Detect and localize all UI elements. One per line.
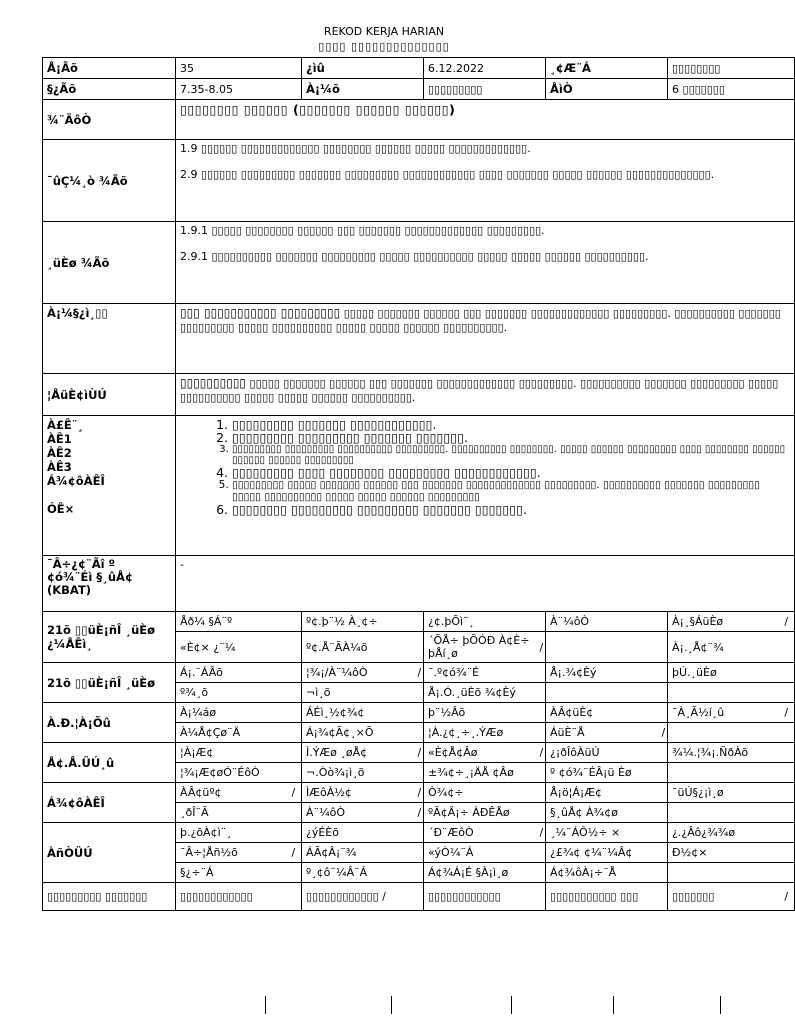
checklist-item: Å¡ö¦Á¡Æ¢ [546,783,658,803]
topic-label: ¾¨ÄôÒ [43,100,176,140]
checklist-mark [536,883,546,911]
learning-standard-1: 1.9.1 ▯▯▯▯▯ ▯▯▯▯▯▯▯▯ ▯▯▯▯▯▯ ▯▯▯ ▯▯▯▯▯▯▯ ▯▯▯▯▯▯▯▯▯▯▯▯▯ ▯▯▯▯▯▯▯▯▯. [180,224,545,237]
checklist-category-label: Á¾¢ôÀÊÎ [43,783,176,823]
checklist-item [546,632,658,663]
checklist-item: º¢.þ¨½ À¸¢÷ [302,612,414,632]
checklist-row [43,703,795,723]
content-standard-1: 1.9 ▯▯▯▯▯▯ ▯▯▯▯▯▯▯▯▯▯▯▯▯ ▯▯▯▯▯▯▯▯ ▯▯▯▯▯▯ ▯▯▯▯▯ ▯▯▯▯▯▯▯▯▯▯▯▯▯. [180,142,531,155]
checklist-mark [780,632,795,663]
checklist-mark [288,803,302,823]
criteria-label: ¦ÅüÈ¢ìÙÚ [43,374,176,416]
checklist-mark [658,632,668,663]
checklist-mark [288,863,302,883]
checklist-mark [288,823,302,843]
steps-label-5: Á¾¢ôÀÊÎ [47,474,105,488]
checklist-mark [414,863,424,883]
checklist-mark: / [414,663,424,683]
checklist-row [43,663,795,683]
checklist-item: Á¡¾¢Ã¢¸×Õ [302,723,414,743]
checklist-mark [536,723,546,743]
checklist-mark [780,763,795,783]
checklist-item: ¦À¡Æ¢ [176,743,288,763]
work-record-table [42,57,795,911]
checklist-mark: / [288,843,302,863]
checklist-item: ¿¡ðÎôÀüÚ [546,743,658,763]
checklist-mark [288,883,302,911]
objective-value-body: ▯▯▯▯▯ ▯▯▯▯▯▯▯ ▯▯▯▯▯▯ ▯▯▯ ▯▯▯▯▯▯▯ ▯▯▯▯▯▯▯▯▯▯▯▯▯ ▯▯▯▯▯▯▯▯▯. ▯▯▯▯▯▯▯▯▯▯ ▯▯▯▯▯▯▯ ▯▯▯▯▯▯▯▯▯ ▯▯▯▯▯ ▯▯▯▯▯▯▯▯▯▯ ▯▯▯▯▯ ▯▯▯▯▯ ▯▯▯▯▯▯ ▯▯▯▯▯▯▯▯▯▯. [180,307,781,334]
checklist-mark [658,743,668,763]
checklist-item: À¡¸§ÁüÈø [668,612,780,632]
checklist-item: ¸¼¨ÁÔ½÷ × [546,823,658,843]
checklist-mark [536,663,546,683]
checklist-mark [658,843,668,863]
step-item: 5. ▯▯▯▯▯▯▯▯▯ ▯▯▯▯▯ ▯▯▯▯▯▯▯ ▯▯▯▯▯▯ ▯▯▯ ▯▯▯▯▯▯▯ ▯▯▯▯▯▯▯▯▯▯▯▯▯ ▯▯▯▯▯▯▯▯▯. ▯▯▯▯▯▯▯▯▯▯ ▯▯▯▯▯▯▯ ▯▯▯▯▯▯▯▯▯ ▯▯▯▯▯ ▯▯▯▯▯▯▯▯▯▯ ▯▯▯▯▯ ▯▯▯▯▯ ▯▯▯▯▯▯ ▯▯▯▯▯▯▯▯▯ [232,479,790,503]
checklist-item: º¸¢ô¨¼Â¨Á [302,863,414,883]
checklist-item: «È¢× ¿¨¼ [176,632,288,663]
checklist-item: ¯À¸Ã½í¸û [668,703,780,723]
checklist-mark [536,683,546,703]
checklist-item: Åð¼ §Á¨º [176,612,288,632]
checklist-item: §¿÷¨Á [176,863,288,883]
kbat-value: - [176,556,795,612]
learning-standard-row [43,222,795,304]
footer-rule [265,996,266,1014]
checklist-item: ¦¾¡Æ¢øÓ¨ÉôÒ [176,763,288,783]
checklist-item: º ¢ó¾¨ÉÂ¡ü Èø [546,763,658,783]
checklist-item [668,723,780,743]
steps-row [43,416,795,556]
checklist-item: Ò¾¢÷ [424,783,536,803]
checklist-mark: / [414,743,424,763]
checklist-item: Ì.ÝÆø ¸øÅ¢ [302,743,414,763]
checklist-mark: / [780,612,795,632]
page-subtitle: ▯▯▯▯ ▯▯▯▯▯▯▯▯▯▯▯▯▯▯ [318,40,450,53]
checklist-item: Å¡.Ó.¸üÈõ ¾¢Èý [424,683,536,703]
checklist-mark [780,803,795,823]
checklist-item: þ¨½Âõ [424,703,536,723]
checklist-mark [414,763,424,783]
signature-cell: ▯▯▯▯▯▯▯▯▯▯▯▯ / [302,883,414,911]
checklist-item [668,803,780,823]
steps-value [176,416,795,556]
checklist-mark [658,823,668,843]
checklist-mark [780,823,795,843]
content-standard-label: ¯ûÇ¼¸ò ¾Ãõ [43,140,176,222]
learning-standard-value [176,222,795,304]
criteria-row [43,374,795,416]
checklist-mark [658,663,668,683]
checklist-mark [658,763,668,783]
checklist-mark [780,783,795,803]
checklist-mark [536,703,546,723]
checklist-item: ¬.Òò¾¡ì¸õ [302,763,414,783]
day-value: ▯▯▯▯▯▯▯▯ [668,58,795,79]
topic-value: ▯▯▯▯▯▯▯▯ ▯▯▯▯▯▯ (▯▯▯▯▯▯▯ ▯▯▯▯▯▯ ▯▯▯▯▯▯) [176,100,795,140]
kbat-row [43,556,795,612]
checklist-mark [536,843,546,863]
checklist-item: ¬ì¸õ [302,683,414,703]
objective-value-lead: ▯▯▯ ▯▯▯▯▯▯▯▯▯▯▯ ▯▯▯▯▯▯▯▯▯ [180,306,341,320]
steps-label [43,416,176,556]
checklist-item: ÀÂ¢üº¢ [176,783,288,803]
time-label: §¿Ãõ [43,79,176,100]
checklist-item: Å¡.¾¢Èý [546,663,658,683]
class-label: ÅìÒ [546,79,668,100]
checklist-item: ÀÂ¢üÈ¢ [546,703,658,723]
kbat-label-2: ¢ó¾¨Éì §¸ûÅ¢ [47,570,133,584]
checklist-mark [536,803,546,823]
criteria-value-body: ▯▯▯▯▯ ▯▯▯▯▯▯▯ ▯▯▯▯▯▯ ▯▯▯ ▯▯▯▯▯▯▯ ▯▯▯▯▯▯▯▯▯▯▯▯▯ ▯▯▯▯▯▯▯▯▯. ▯▯▯▯▯▯▯▯▯▯ ▯▯▯▯▯▯▯ ▯▯▯▯▯▯▯▯▯ ▯▯▯▯▯ ▯▯▯▯▯▯▯▯▯▯ ▯▯▯▯▯ ▯▯▯▯▯ ▯▯▯▯▯▯ ▯▯▯▯▯▯▯▯▯▯. [180,377,779,404]
checklist-item: §¸ûÅ¢ À¾¢ø [546,803,658,823]
checklist-category-label: 21õ ▯▯üÈ¡ñÎ ¸üÈø [43,663,176,703]
checklist-mark [414,632,424,663]
checklist-mark: / [658,723,668,743]
checklist-item: ¯üÚ§¿¡ì¸ø [668,783,780,803]
checklist-mark [658,612,668,632]
checklist-mark [658,883,668,911]
checklist-item: ¿¢.þÕì¨¸ [424,612,536,632]
checklist-mark [658,803,668,823]
footer-rule [391,996,392,1014]
signature-row [43,883,795,911]
checklist-mark: / [536,743,546,763]
checklist-mark: / [414,803,424,823]
checklist-mark: / [780,703,795,723]
checklist-mark: / [536,823,546,843]
step-item: 1. ▯▯▯▯▯▯▯▯▯ ▯▯▯▯▯▯▯ ▯▯▯▯▯▯▯▯▯▯▯▯. [232,418,790,431]
checklist-item: ¿£¾¢ ¢¼¨¼Â¢ [546,843,658,863]
checklist-item: ¯Â÷¦Åñ½õ [176,843,288,863]
week-label: Å¡Ãõ [43,58,176,79]
criteria-value-lead: ▯▯▯▯▯▯▯▯▯▯ [180,376,247,390]
checklist-mark [414,823,424,843]
content-standard-value [176,140,795,222]
checklist-mark [414,723,424,743]
steps-label-4: ÀÊ3 [47,460,72,474]
kbat-label-1: ¯Â÷¿¢¨Ãî º [47,557,116,571]
checklist-row [43,823,795,843]
date-value: 6.12.2022 [424,58,546,79]
learning-standard-2: 2.9.1 ▯▯▯▯▯▯▯▯▯▯ ▯▯▯▯▯▯▯ ▯▯▯▯▯▯▯▯▯ ▯▯▯▯▯ ▯▯▯▯▯▯▯▯▯▯ ▯▯▯▯▯ ▯▯▯▯▯ ▯▯▯▯▯▯ ▯▯▯▯▯▯▯▯▯▯. [180,250,649,263]
week-value: 35 [176,58,302,79]
kbat-label [43,556,176,612]
checklist-mark [414,883,424,911]
class-value: 6 ▯▯▯▯▯▯▯ [668,79,795,100]
checklist-mark [414,843,424,863]
checklist-mark [288,763,302,783]
checklist-mark [780,663,795,683]
checklist-mark [536,763,546,783]
checklist-item: ¦¾¡/À¨¼ôÒ [302,663,414,683]
checklist-item: ¿ýÉÈõ [302,823,414,843]
checklist-item: À¼Å¢Çø¨Ä [176,723,288,743]
checklist-mark [288,612,302,632]
steps-list [180,418,790,516]
signature-cell: ▯▯▯▯▯▯▯▯▯▯▯ ▯▯▯ [546,883,658,911]
checklist-mark [288,632,302,663]
topic-row [43,100,795,140]
checklist-mark [780,863,795,883]
signature-cell: ▯▯▯▯▯▯▯▯▯▯▯▯ [424,883,536,911]
subject-label: À¡¼õ [302,79,424,100]
checklist-row [43,783,795,803]
objective-value [176,304,795,374]
checklist-item: Á¢¾ôÀ¡÷¨Å [546,863,658,883]
checklist-mark [780,743,795,763]
checklist-item [546,683,658,703]
checklist-mark: / [414,783,424,803]
checklist-mark [288,703,302,723]
checklist-item: þÚ.¸üÈø [668,663,780,683]
time-value: 7.35-8.05 [176,79,302,100]
checklist-mark [780,683,795,703]
checklist-category-label: Å¢.Å.ÜÚ¸û [43,743,176,783]
checklist-mark [288,723,302,743]
checklist-item: Ð½¢× [668,843,780,863]
footer-rule [511,996,512,1014]
date-label: ¿ìû [302,58,424,79]
checklist-item: À¨¼ôÒ [302,803,414,823]
checklist-item: À¡.¸Å¢¨¾ [668,632,780,663]
checklist-mark [288,743,302,763]
checklist-item: ¯.º¢ó¾¨É [424,663,536,683]
checklist-item: ¾¼.¦¾¡.ÑðÀõ [668,743,780,763]
checklist-item: Á¢¾Á¡É §À¡ì¸ø [424,863,536,883]
checklist-item: ºÃ¢Â¡÷ ÀÐÊÅø [424,803,536,823]
checklist-category-label: ÀñÒÜÚ [43,823,176,883]
checklist-mark [414,612,424,632]
checklist-row [43,612,795,632]
checklist-item: ÌÆôÀ½¢ [302,783,414,803]
checklist-mark: / [288,783,302,803]
checklist-item: «ýÒ¼¨Á [424,843,536,863]
steps-label-6 [47,488,171,502]
checklist-mark [536,612,546,632]
checklist-row [43,743,795,763]
checklist-item [668,863,780,883]
content-standard-2: 2.9 ▯▯▯▯▯▯ ▯▯▯▯▯▯▯▯▯ ▯▯▯▯▯▯▯ ▯▯▯▯▯▯▯▯▯ ▯▯▯▯▯▯▯▯▯▯▯▯ ▯▯▯▯ ▯▯▯▯▯▯▯ ▯▯▯▯▯ ▯▯▯▯▯▯ ▯▯▯▯▯▯▯▯▯▯▯▯▯▯. [180,168,715,181]
checklist-item: «È¢Å¢Âø [424,743,536,763]
checklist-category-label: 21õ ▯▯üÈ¡ñÎ ¸üÈø ¿¼ÅÊì¸ [43,612,176,663]
checklist-item: ÁÉì¸½¢¾¢ [302,703,414,723]
checklist-category-label: À.Ð.¦À¡Õû [43,703,176,743]
page-title: REKOD KERJA HARIAN [323,25,445,38]
checklist-mark [780,723,795,743]
checklist-mark [414,703,424,723]
checklist-mark [658,703,668,723]
checklist-mark [288,663,302,683]
checklist-mark [658,863,668,883]
footer-rule [720,996,721,1014]
info-row-1 [43,58,795,79]
checklist-mark [536,783,546,803]
signature-label: ▯▯▯▯▯▯▯▯▯ ▯▯▯▯▯▯▯ [43,883,176,911]
checklist-item: ¸ðÎ¨Ã [176,803,288,823]
checklist-mark [658,683,668,703]
kbat-label-3: (KBAT) [47,583,92,597]
criteria-value [176,374,795,416]
day-label: ¸¢Æ¨Á [546,58,668,79]
checklist-mark: / [536,632,546,663]
learning-standard-label: ¸üÈø ¾Ãõ [43,222,176,304]
step-item: 2. ▯▯▯▯▯▯▯▯▯ ▯▯▯▯▯▯▯▯▯ ▯▯▯▯▯▯▯ ▯▯▯▯▯▯▯. [232,431,790,444]
checklist-item: À¡¼áø [176,703,288,723]
checklist-mark: / [780,883,795,911]
content-standard-row [43,140,795,222]
signature-cell: ▯▯▯▯▯▯▯ [668,883,780,911]
checklist-item: ÁÃ¢Â¡¨¾ [302,843,414,863]
checklist-item: ´ÕÅ÷ þÕÓÐ À¢È÷ þÅí¸ø [424,632,536,663]
checklist-item: Á¡.¨ÁÂõ [176,663,288,683]
checklist-item: ¦À.¿¢¸÷¸.ÝÆø [424,723,536,743]
checklist-item: º¾¸õ [176,683,288,703]
steps-label-2: ÀÊ1 [47,432,72,446]
signature-cell: ▯▯▯▯▯▯▯▯▯▯▯▯ [176,883,288,911]
checklist-item: º¢.Å¨ÃÀ¼õ [302,632,414,663]
footer-rule [613,996,614,1014]
objective-label: À¡¼§¿ì¸▯▯ [43,304,176,374]
checklist-item: þ.¿õÀ¢ì¨¸ [176,823,288,843]
subject-value: ▯▯▯▯▯▯▯▯▯ [424,79,546,100]
checklist-item: ÁüÈ¨Å [546,723,658,743]
checklist-item: ±¾¢÷¸¡ÄÅ ¢Âø [424,763,536,783]
checklist-item: ´Ð¨ÆôÒ [424,823,536,843]
checklist-item: À¨¼ôÒ [546,612,658,632]
step-item: 6. ▯▯▯▯▯▯▯▯ ▯▯▯▯▯▯▯▯▯ ▯▯▯▯▯▯▯▯▯ ▯▯▯▯▯▯▯ ▯▯▯▯▯▯▯. [232,503,790,516]
checklist-mark [780,843,795,863]
checklist-item: ¿.¿Âô¿¾¾ø [668,823,780,843]
checklist-mark [536,863,546,883]
objective-row [43,304,795,374]
step-item: 4. ▯▯▯▯▯▯▯▯▯ ▯▯▯▯ ▯▯▯▯▯▯▯▯ ▯▯▯▯▯▯▯▯▯ ▯▯▯▯▯▯▯▯▯▯▯▯. [232,466,790,479]
steps-label-3: ÀÊ2 [47,446,72,460]
checklist-mark [288,683,302,703]
steps-label-7: ÓÊ× [47,502,75,516]
checklist-mark [658,783,668,803]
checklist-mark [414,683,424,703]
checklist-item [668,683,780,703]
steps-label-1: À£Ê¨¸ [47,418,84,432]
step-item: 3. ▯▯▯▯▯▯▯▯▯ ▯▯▯▯▯▯▯▯▯ ▯▯▯▯▯▯▯▯▯▯ ▯▯▯▯▯▯▯▯▯. ▯▯▯▯▯▯▯▯▯▯ ▯▯▯▯▯▯▯▯. ▯▯▯▯▯ ▯▯▯▯▯▯ ▯▯▯▯▯▯▯▯▯ ▯▯▯▯ ▯▯▯▯▯▯▯▯ ▯▯▯▯▯▯ ▯▯▯▯▯▯ ▯▯▯▯▯▯ ▯▯▯▯▯▯▯▯▯ [232,444,790,466]
checklist-item [668,763,780,783]
info-row-2 [43,79,795,100]
